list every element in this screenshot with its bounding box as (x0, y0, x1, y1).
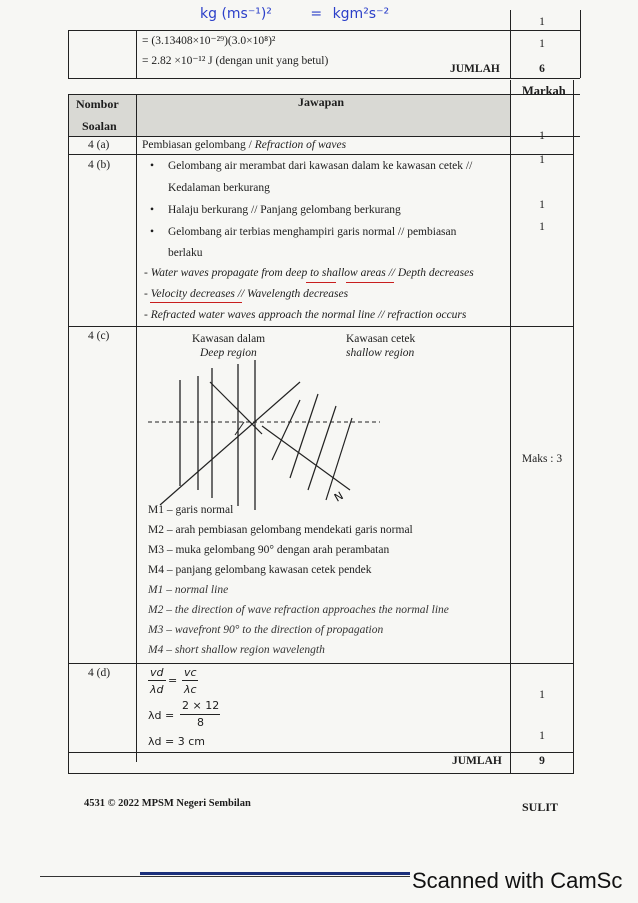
q4c-point-en-1: M1 – normal line (148, 584, 229, 596)
q4a-answer-en: Refraction of waves (254, 139, 347, 151)
header-bottom-rule (68, 136, 580, 137)
f2-num: 2 × 12 (182, 699, 220, 712)
scan-line-left (40, 876, 410, 877)
q4b-rule (68, 326, 573, 327)
table-right-border (573, 80, 574, 774)
deep-region-en: Deep region (200, 347, 257, 359)
prev-total-label: JUMLAH (450, 63, 500, 75)
f2-bar (180, 714, 220, 715)
prev-table-col-divider (136, 30, 137, 78)
underline-velocity (150, 302, 242, 303)
header-soalan: Soalan (82, 119, 117, 133)
q4d-mark-2: 1 (539, 730, 545, 742)
prev-table-right-border (580, 10, 581, 78)
q4b-number: 4 (b) (88, 159, 111, 171)
q4c-point-1: M1 – garis normal (148, 504, 234, 516)
f1-rhs-den: λc (184, 683, 197, 696)
shallow-region-ms: Kawasan cetek (346, 333, 416, 345)
prev-table-mark-divider (510, 10, 511, 78)
q4b-mark-3: 1 (539, 221, 545, 233)
q4b-en-3: - Refracted water waves approach the normal line // refraction occurs (144, 309, 467, 321)
underline-shallow (346, 282, 394, 283)
annotation-right: kgm²s⁻² (332, 6, 390, 22)
q4c-rule (68, 663, 573, 664)
q4d-rule (68, 752, 573, 753)
q4c-point-4: M4 – panjang gelombang kawasan cetek pendek (148, 564, 372, 576)
q4b-en-1: - Water waves propagate from deep to shallow areas // Depth decreases (144, 267, 474, 279)
q4b-en-2: - Velocity decreases // Wavelength decreases (144, 288, 349, 300)
wavefront-shallow-2 (290, 394, 318, 478)
q4b-bullet-3: • (150, 226, 155, 238)
annotation-left: kg (ms⁻¹)² (200, 6, 272, 22)
prev-working-line-2: = 2.82 ×10⁻¹² J (dengan unit yang betul) (142, 55, 329, 67)
prev-total-value: 6 (539, 63, 545, 75)
header-shade (68, 94, 510, 136)
wavefront-shallow-4 (326, 418, 352, 500)
f2-lhs: λd = (148, 709, 175, 722)
scan-bar (140, 872, 410, 875)
f1-rhs-num: vc (184, 666, 197, 679)
prev-table-left-border (68, 30, 69, 78)
table-num-divider (136, 94, 137, 762)
q4c-number: 4 (c) (88, 330, 110, 342)
f1-lhs-den: λd (150, 683, 164, 696)
header-nombor: Nombor (76, 97, 119, 111)
footer-left: 4531 © 2022 MPSM Negeri Sembilan (84, 798, 251, 809)
q4c-point-en-4: M4 – short shallow region wavelength (148, 644, 325, 656)
q4c-mark: Maks : 3 (521, 453, 563, 465)
q4b-line-2: Kedalaman berkurang (168, 182, 270, 194)
prev-mark-2: 1 (539, 38, 545, 50)
underline-deep (306, 282, 336, 283)
q4b-line-4: Gelombang air terbias menghampiri garis normal // pembiasan (168, 226, 457, 238)
q4a-mark: 1 (539, 130, 545, 142)
annotation-eq: = (310, 6, 323, 22)
f1-rhs-bar (182, 680, 198, 681)
table-mark-divider (510, 80, 511, 774)
incident-ray-1 (210, 382, 262, 434)
f1-equals: = (168, 674, 178, 687)
deep-region-ms: Kawasan dalam (192, 333, 266, 345)
handwritten-annotation (200, 6, 389, 22)
q4b-mark-1: 1 (539, 154, 545, 166)
q4c-point-en-3: M3 – wavefront 90° to the direction of propagation (148, 624, 384, 636)
diagram-label-n: N (332, 489, 346, 505)
shallow-region-en: shallow region (346, 347, 415, 359)
q4c-point-3: M3 – muka gelombang 90° dengan arah perambatan (148, 544, 390, 556)
q4b-mark-2: 1 (539, 199, 545, 211)
refracted-ray (262, 426, 350, 490)
q4b-bullet-2: • (150, 204, 155, 216)
header-markah: Markah (522, 84, 566, 98)
q4b-line-5: berlaku (168, 247, 203, 259)
q4c-point-2: M2 – arah pembiasan gelombang mendekati garis normal (148, 524, 413, 536)
q4a-answer-ms: Pembiasan gelombang / (142, 139, 255, 151)
f3-answer: λd = 3 cm (148, 735, 205, 748)
prev-table-rule (68, 30, 580, 31)
prev-total-rule (68, 78, 580, 79)
q4a-rule (68, 154, 573, 155)
f1-lhs-bar (148, 680, 166, 681)
prev-working-line-1: = (3.13408×10⁻²⁹)(3.0×10⁸)² (142, 35, 276, 47)
q4b-line-3: Halaju berkurang // Panjang gelombang berkurang (168, 204, 401, 216)
q4d-mark-1: 1 (539, 689, 545, 701)
refraction-diagram (140, 360, 380, 510)
q4b-line-1: Gelombang air merambat dari kawasan dalam ke kawasan cetek // (168, 160, 473, 172)
scanner-watermark: Scanned with CamSc (412, 868, 623, 893)
q4-total-label: JUMLAH (452, 755, 502, 767)
f2-den: 8 (197, 716, 204, 729)
oblique-ray (160, 382, 300, 505)
q4a-answer (142, 139, 346, 151)
q4c-point-en-2: M2 – the direction of wave refraction approaches the normal line (148, 604, 449, 616)
footer-sulit: SULIT (522, 800, 559, 814)
table-bottom-rule (68, 773, 573, 774)
q4b-bullet-1: • (150, 160, 155, 172)
table-left-border (68, 94, 69, 774)
q4d-number: 4 (d) (88, 667, 111, 679)
q4a-number: 4 (a) (88, 139, 110, 151)
f1-lhs-num: vd (150, 666, 164, 679)
header-jawapan: Jawapan (298, 95, 345, 109)
total-divider (510, 752, 511, 774)
q4-total-value: 9 (539, 755, 545, 767)
prev-mark-1: 1 (539, 16, 545, 28)
